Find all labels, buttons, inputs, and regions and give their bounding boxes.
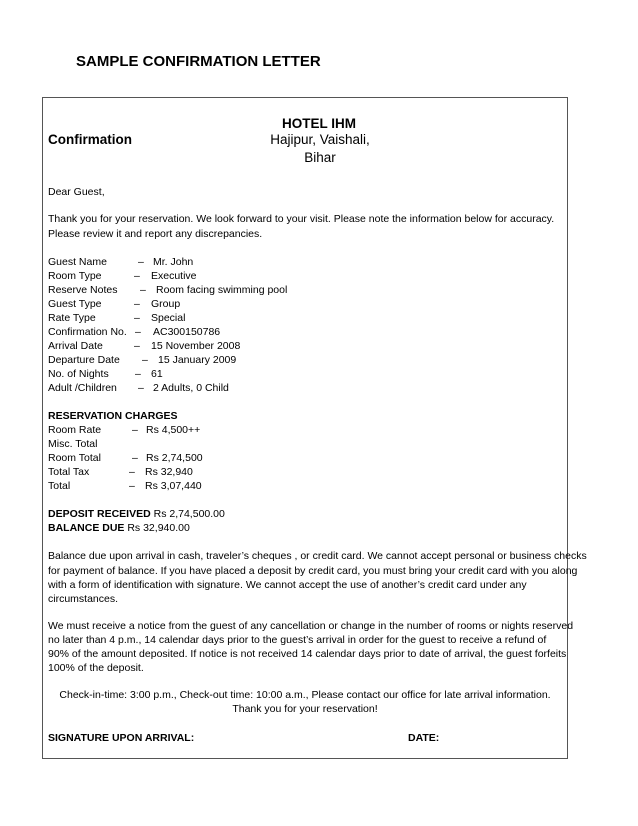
charge-label: Total Tax	[48, 466, 90, 478]
detail-separator: –	[140, 284, 146, 296]
detail-value: 15 November 2008	[151, 340, 241, 352]
detail-separator: –	[134, 270, 140, 282]
checkin-info: Check-in-time: 3:00 p.m., Check-out time: 10:00 a.m., Please contact our office for late arrival information.	[59, 689, 551, 701]
charge-value: Rs 2,74,500	[146, 452, 203, 464]
detail-label: Reserve Notes	[48, 284, 118, 296]
charge-separator: –	[132, 424, 138, 436]
paragraph-line: Balance due upon arrival in cash, traveler’s cheques , or credit card. We cannot accept personal or business checks	[48, 550, 587, 562]
detail-label: Arrival Date	[48, 340, 103, 352]
signature-label: SIGNATURE UPON ARRIVAL:	[48, 732, 195, 744]
charge-value: Rs 32,940	[145, 466, 193, 478]
charge-value: Rs 4,500++	[146, 424, 201, 436]
deposit-line	[48, 507, 225, 521]
detail-separator: –	[135, 326, 141, 338]
detail-value: 61	[151, 368, 163, 380]
charge-label: Total	[48, 480, 71, 492]
hotel-address-line2: Bihar	[304, 150, 336, 165]
paragraph-line: for payment of balance. If you have placed a deposit by credit card, you must bring your credit card with you along	[48, 565, 578, 577]
charge-label: Room Total	[48, 452, 101, 464]
confirmation-label: Confirmation	[48, 132, 132, 147]
paragraph-line: 100% of the deposit.	[48, 662, 144, 674]
charge-separator: –	[132, 452, 138, 464]
detail-value: Mr. John	[153, 256, 194, 268]
deposit-value: Rs 2,74,500.00	[153, 508, 225, 520]
balance-label: BALANCE DUE	[48, 522, 125, 534]
detail-value: 2 Adults, 0 Child	[153, 382, 229, 394]
charge-value: Rs 3,07,440	[145, 480, 202, 492]
date-label: DATE:	[408, 732, 440, 744]
intro-paragraph: Thank you for your reservation. We look forward to your visit. Please note the information below for accuracy. Please review it and report any discrepancies.	[48, 213, 555, 240]
paragraph-line: no later than 4 p.m., 14 calendar days prior to the guest’s arrival in order for the guest to receive a refund of	[48, 634, 547, 646]
detail-value: Room facing swimming pool	[156, 284, 288, 296]
detail-label: Guest Type	[48, 298, 102, 310]
document-heading: SAMPLE CONFIRMATION LETTER	[76, 53, 321, 70]
charges-title: RESERVATION CHARGES	[48, 410, 178, 422]
charge-separator: –	[129, 466, 135, 478]
detail-label: Guest Name	[48, 256, 107, 268]
charge-label: Room Rate	[48, 424, 102, 436]
detail-separator: –	[135, 368, 141, 380]
charge-separator: –	[129, 480, 135, 492]
detail-value: Group	[151, 298, 181, 310]
detail-label: No. of Nights	[48, 368, 109, 380]
paragraph-line: circumstances.	[48, 593, 119, 605]
balance-line	[48, 521, 190, 535]
detail-value: Executive	[151, 270, 197, 282]
detail-label: Room Type	[48, 270, 102, 282]
paragraph-line: with a form of identification with signature. We cannot accept the use of another’s credit card under any	[48, 579, 527, 591]
paragraph-line: 90% of the amount deposited. If notice is not received 14 calendar days prior to date of arrival, the guest forfeits	[48, 648, 567, 660]
detail-label: Departure Date	[48, 354, 120, 366]
salutation: Dear Guest,	[48, 186, 105, 198]
detail-separator: –	[134, 340, 140, 352]
detail-value: 15 January 2009	[158, 354, 237, 366]
detail-value: AC300150786	[153, 326, 221, 338]
thank-you-line: Thank you for your reservation!	[232, 703, 378, 715]
balance-value: Rs 32,940.00	[127, 522, 190, 534]
deposit-label: DEPOSIT RECEIVED	[48, 508, 151, 520]
detail-separator: –	[134, 298, 140, 310]
hotel-address-line1: Hajipur, Vaishali,	[270, 132, 370, 147]
paragraph-line: We must receive a notice from the guest of any cancellation or change in the number of rooms or nights reserved	[48, 620, 574, 632]
detail-separator: –	[142, 354, 148, 366]
hotel-name: HOTEL IHM	[282, 116, 356, 131]
detail-label: Adult /Children	[48, 382, 117, 394]
detail-separator: –	[138, 382, 144, 394]
detail-label: Confirmation No.	[48, 326, 127, 338]
detail-separator: –	[138, 256, 144, 268]
charge-label: Misc. Total	[48, 438, 98, 450]
detail-label: Rate Type	[48, 312, 96, 324]
detail-separator: –	[134, 312, 140, 324]
detail-value: Special	[151, 312, 186, 324]
